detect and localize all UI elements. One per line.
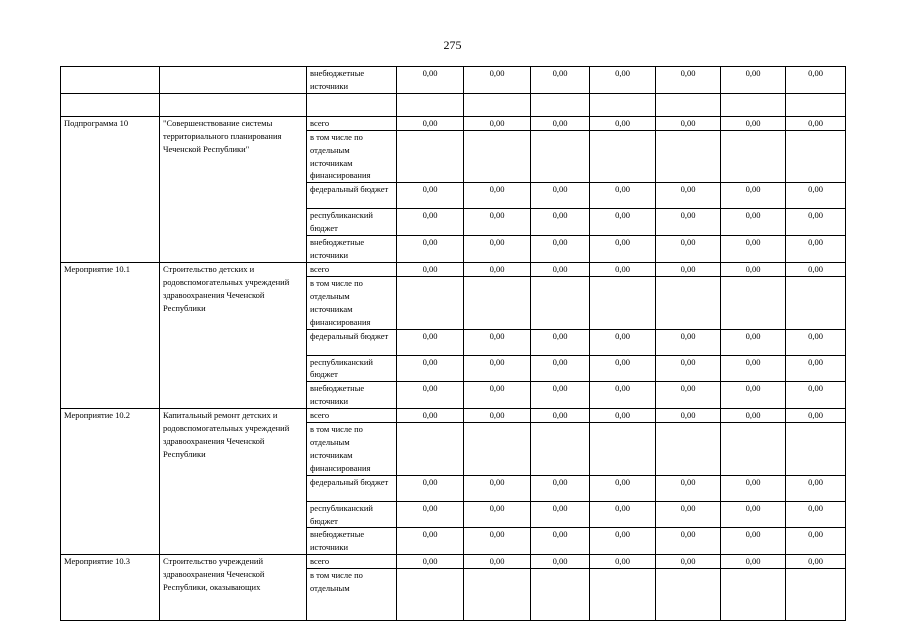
amount-cell: 0,00: [721, 409, 786, 423]
amount-cell: 0,00: [786, 209, 846, 236]
page-number: 275: [443, 38, 462, 52]
amount-cell: 0,00: [397, 555, 464, 569]
amount-cell: 0,00: [786, 67, 846, 94]
amount-cell: 0,00: [656, 355, 721, 382]
amount-cell: 0,00: [464, 355, 531, 382]
amount-cell: 0,00: [590, 209, 656, 236]
amount-cell: 0,00: [464, 528, 531, 555]
amount-cell: 0,00: [464, 209, 531, 236]
amount-cell: 0,00: [656, 382, 721, 409]
amount-cell: 0,00: [656, 209, 721, 236]
amount-cell: 0,00: [590, 116, 656, 130]
funding-source: внебюджетные источники: [307, 236, 397, 263]
program-name: "Совершенствование системы территориального планирования Чеченской Республики": [160, 116, 307, 262]
empty-amount-cell: [397, 423, 464, 476]
amount-cell: 0,00: [397, 116, 464, 130]
amount-cell: 0,00: [464, 236, 531, 263]
amount-cell: 0,00: [721, 528, 786, 555]
amount-cell: 0,00: [531, 116, 590, 130]
amount-cell: 0,00: [786, 116, 846, 130]
amount-cell: 0,00: [786, 183, 846, 209]
empty-amount-cell: [590, 569, 656, 621]
amount-cell: 0,00: [397, 209, 464, 236]
code-cell: [61, 67, 160, 94]
amount-cell: 0,00: [464, 116, 531, 130]
amount-cell: 0,00: [464, 329, 531, 355]
table-row: [61, 67, 846, 94]
amount-cell: 0,00: [531, 475, 590, 501]
empty-amount-cell: [531, 569, 590, 621]
amount-cell: 0,00: [397, 183, 464, 209]
empty-amount-cell: [464, 276, 531, 329]
funding-source: в том числе по отдельным источникам финансирования: [307, 276, 397, 329]
amount-cell: 0,00: [397, 382, 464, 409]
empty-amount-cell: [786, 276, 846, 329]
amount-cell: 0,00: [397, 236, 464, 263]
funding-source: в том числе по отдельным источникам финансирования: [307, 130, 397, 183]
amount-cell: 0,00: [397, 528, 464, 555]
amount-cell: 0,00: [721, 116, 786, 130]
amount-cell: 0,00: [786, 236, 846, 263]
amount-cell: 0,00: [721, 236, 786, 263]
funding-source: внебюджетные источники: [307, 528, 397, 555]
amount-cell: 0,00: [590, 409, 656, 423]
empty-amount-cell: [464, 130, 531, 183]
empty-cell: [61, 93, 160, 116]
amount-cell: 0,00: [786, 409, 846, 423]
empty-cell: [464, 93, 531, 116]
amount-cell: 0,00: [656, 528, 721, 555]
empty-amount-cell: [721, 130, 786, 183]
amount-cell: 0,00: [656, 116, 721, 130]
amount-cell: 0,00: [531, 262, 590, 276]
empty-amount-cell: [397, 569, 464, 621]
funding-source: в том числе по отдельным: [307, 569, 397, 621]
source-cell: внебюджетные источники: [307, 67, 397, 94]
empty-cell: [590, 93, 656, 116]
empty-amount-cell: [590, 130, 656, 183]
funding-source: внебюджетные источники: [307, 382, 397, 409]
empty-cell: [721, 93, 786, 116]
program-code: Мероприятие 10.1: [61, 262, 160, 408]
program-code: Мероприятие 10.3: [61, 555, 160, 621]
empty-amount-cell: [656, 276, 721, 329]
amount-cell: 0,00: [590, 501, 656, 528]
program-name: Строительство детских и родовспомогательных учреждений здравоохранения Чеченской Республики: [160, 262, 307, 408]
amount-cell: 0,00: [656, 555, 721, 569]
amount-cell: 0,00: [531, 209, 590, 236]
amount-cell: 0,00: [464, 67, 531, 94]
amount-cell: 0,00: [464, 183, 531, 209]
amount-cell: 0,00: [531, 236, 590, 263]
empty-amount-cell: [656, 423, 721, 476]
amount-cell: 0,00: [721, 67, 786, 94]
amount-cell: 0,00: [721, 209, 786, 236]
amount-cell: 0,00: [721, 262, 786, 276]
funding-source: федеральный бюджет: [307, 329, 397, 355]
amount-cell: 0,00: [786, 382, 846, 409]
amount-cell: 0,00: [721, 183, 786, 209]
amount-cell: 0,00: [531, 355, 590, 382]
amount-cell: 0,00: [531, 501, 590, 528]
empty-amount-cell: [721, 423, 786, 476]
amount-cell: 0,00: [590, 475, 656, 501]
amount-cell: 0,00: [531, 555, 590, 569]
funding-source: федеральный бюджет: [307, 475, 397, 501]
amount-cell: 0,00: [786, 475, 846, 501]
amount-cell: 0,00: [397, 409, 464, 423]
empty-cell: [160, 93, 307, 116]
amount-cell: 0,00: [786, 329, 846, 355]
empty-amount-cell: [531, 276, 590, 329]
empty-cell: [656, 93, 721, 116]
amount-cell: 0,00: [656, 329, 721, 355]
amount-cell: 0,00: [397, 329, 464, 355]
empty-amount-cell: [464, 423, 531, 476]
funding-source: республиканский бюджет: [307, 209, 397, 236]
amount-cell: 0,00: [590, 262, 656, 276]
amount-cell: 0,00: [531, 329, 590, 355]
empty-amount-cell: [721, 569, 786, 621]
table-body: [61, 67, 846, 621]
empty-amount-cell: [590, 423, 656, 476]
empty-amount-cell: [590, 276, 656, 329]
amount-cell: 0,00: [590, 67, 656, 94]
amount-cell: 0,00: [590, 329, 656, 355]
name-cell: [160, 67, 307, 94]
amount-cell: 0,00: [786, 262, 846, 276]
amount-cell: 0,00: [590, 528, 656, 555]
amount-cell: 0,00: [721, 501, 786, 528]
empty-amount-cell: [656, 130, 721, 183]
amount-cell: 0,00: [397, 67, 464, 94]
table-row: [61, 262, 846, 276]
funding-source: всего: [307, 555, 397, 569]
amount-cell: 0,00: [531, 67, 590, 94]
empty-amount-cell: [786, 423, 846, 476]
amount-cell: 0,00: [464, 409, 531, 423]
budget-table: [60, 66, 846, 621]
program-code: Мероприятие 10.2: [61, 409, 160, 555]
amount-cell: 0,00: [531, 528, 590, 555]
amount-cell: 0,00: [397, 475, 464, 501]
empty-amount-cell: [786, 569, 846, 621]
amount-cell: 0,00: [590, 555, 656, 569]
amount-cell: 0,00: [590, 355, 656, 382]
amount-cell: 0,00: [721, 382, 786, 409]
program-name: Строительство учреждений здравоохранения Чеченской Республики, оказывающих: [160, 555, 307, 621]
empty-amount-cell: [397, 130, 464, 183]
table-row: [61, 116, 846, 130]
amount-cell: 0,00: [464, 501, 531, 528]
amount-cell: 0,00: [397, 501, 464, 528]
amount-cell: 0,00: [590, 382, 656, 409]
empty-amount-cell: [464, 569, 531, 621]
amount-cell: 0,00: [656, 409, 721, 423]
funding-source: федеральный бюджет: [307, 183, 397, 209]
program-name: Капитальный ремонт детских и родовспомогательных учреждений здравоохранения Чеченской Республики: [160, 409, 307, 555]
empty-cell: [531, 93, 590, 116]
amount-cell: 0,00: [464, 382, 531, 409]
amount-cell: 0,00: [656, 183, 721, 209]
empty-amount-cell: [397, 276, 464, 329]
amount-cell: 0,00: [531, 409, 590, 423]
amount-cell: 0,00: [531, 183, 590, 209]
empty-amount-cell: [786, 130, 846, 183]
empty-amount-cell: [656, 569, 721, 621]
amount-cell: 0,00: [397, 262, 464, 276]
amount-cell: 0,00: [590, 183, 656, 209]
funding-source: всего: [307, 409, 397, 423]
amount-cell: 0,00: [786, 501, 846, 528]
amount-cell: 0,00: [721, 329, 786, 355]
amount-cell: 0,00: [656, 236, 721, 263]
amount-cell: 0,00: [721, 555, 786, 569]
empty-cell: [397, 93, 464, 116]
table-row: [61, 93, 846, 116]
funding-source: республиканский бюджет: [307, 355, 397, 382]
program-code: Подпрограмма 10: [61, 116, 160, 262]
amount-cell: 0,00: [464, 555, 531, 569]
funding-source: в том числе по отдельным источникам финансирования: [307, 423, 397, 476]
funding-source: всего: [307, 262, 397, 276]
amount-cell: 0,00: [786, 528, 846, 555]
amount-cell: 0,00: [721, 355, 786, 382]
amount-cell: 0,00: [464, 262, 531, 276]
amount-cell: 0,00: [656, 475, 721, 501]
empty-amount-cell: [531, 130, 590, 183]
amount-cell: 0,00: [786, 355, 846, 382]
empty-cell: [786, 93, 846, 116]
empty-amount-cell: [721, 276, 786, 329]
amount-cell: 0,00: [721, 475, 786, 501]
empty-amount-cell: [531, 423, 590, 476]
funding-source: всего: [307, 116, 397, 130]
amount-cell: 0,00: [464, 475, 531, 501]
table-row: [61, 409, 846, 423]
amount-cell: 0,00: [590, 236, 656, 263]
amount-cell: 0,00: [786, 555, 846, 569]
amount-cell: 0,00: [656, 67, 721, 94]
amount-cell: 0,00: [531, 382, 590, 409]
table-row: [61, 555, 846, 569]
amount-cell: 0,00: [656, 262, 721, 276]
funding-source: республиканский бюджет: [307, 501, 397, 528]
empty-cell: [307, 93, 397, 116]
amount-cell: 0,00: [397, 355, 464, 382]
amount-cell: 0,00: [656, 501, 721, 528]
